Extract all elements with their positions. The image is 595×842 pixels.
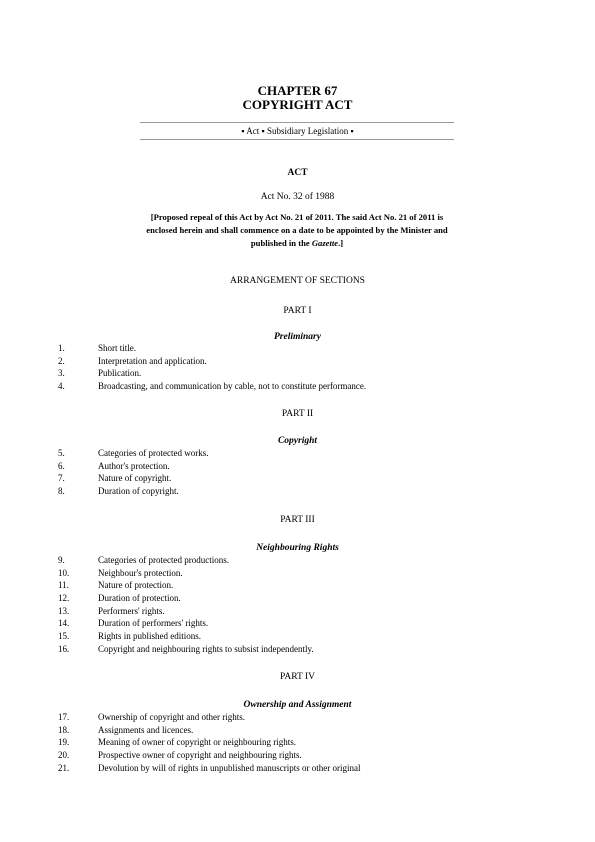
section-number: 9. <box>58 555 65 565</box>
repeal-note-main: [Proposed repeal of this Act by Act No. 21 of 2011. The said Act No. 21 of 2011 is enclosed herein and shall commence on a date to be appointed by the Minister and published in the <box>146 212 448 248</box>
section-row[interactable] <box>58 724 478 737</box>
section-title: Short title. <box>98 343 136 353</box>
section-row[interactable] <box>58 605 478 618</box>
part-label: PART III <box>280 515 315 525</box>
section-title: Interpretation and application. <box>98 355 207 366</box>
act-number: Act No. 32 of 1988 <box>260 192 335 202</box>
section-number: 18. <box>58 724 70 735</box>
chapter-number: CHAPTER 67 <box>257 83 338 98</box>
part-label: PART II <box>281 409 314 419</box>
section-title: Prospective owner of copyright and neighbouring rights. <box>98 750 302 761</box>
section-number: 2. <box>58 355 65 366</box>
part-label: PART IV <box>279 672 316 682</box>
part-label: PART I <box>283 306 312 316</box>
section-number: 1. <box>58 343 65 353</box>
nav-bullet: ▪ <box>350 126 354 136</box>
section-title: Nature of protection. <box>98 580 174 591</box>
bottom-divider <box>140 139 454 140</box>
section-title: Devolution by will of rights in unpublished manuscripts or other original <box>98 762 361 773</box>
section-number: 8. <box>58 486 65 497</box>
section-number: 15. <box>58 631 70 642</box>
section-number: 14. <box>58 618 70 629</box>
section-row[interactable] <box>58 355 478 368</box>
section-title: Ownership of copyright and other rights. <box>98 712 245 722</box>
section-row[interactable] <box>58 567 478 580</box>
nav-link-subsidiary-legislation[interactable]: Subsidiary Legislation <box>266 126 349 136</box>
part-title: Copyright <box>277 436 318 446</box>
section-number: 5. <box>58 448 65 458</box>
section-title: Categories of protected productions. <box>98 555 229 565</box>
section-row[interactable] <box>58 749 478 762</box>
section-title: Meaning of owner of copyright or neighbouring rights. <box>98 737 296 748</box>
section-number: 6. <box>58 460 65 471</box>
section-number: 16. <box>58 643 70 654</box>
section-number: 17. <box>58 712 70 722</box>
section-list <box>58 711 478 774</box>
part-title: Ownership and Assignment <box>243 700 352 710</box>
section-number: 10. <box>58 567 70 578</box>
section-title: Duration of performers' rights. <box>98 618 209 629</box>
repeal-note-end: .] <box>338 238 344 248</box>
top-divider <box>140 122 454 123</box>
section-row[interactable] <box>58 762 478 775</box>
section-row[interactable] <box>58 643 478 656</box>
part-title: Neighbouring Rights <box>256 543 339 553</box>
nav-link-act[interactable]: Act <box>246 126 260 136</box>
section-row[interactable] <box>58 485 478 498</box>
section-row[interactable] <box>58 380 478 393</box>
section-row[interactable] <box>58 592 478 605</box>
section-number: 20. <box>58 750 70 761</box>
section-number: 13. <box>58 605 70 616</box>
section-number: 7. <box>58 473 65 484</box>
section-title: Categories of protected works. <box>98 448 209 458</box>
section-row[interactable] <box>58 460 478 473</box>
section-title: Author's protection. <box>98 460 170 471</box>
repeal-note-gazette: Gazette <box>311 238 339 248</box>
repeal-note <box>140 211 454 250</box>
section-number: 12. <box>58 593 70 604</box>
section-list <box>58 554 478 656</box>
section-number: 4. <box>58 381 65 392</box>
section-title: Neighbour's protection. <box>98 567 183 578</box>
section-list <box>58 342 478 393</box>
section-list <box>58 447 478 498</box>
part-title: Preliminary <box>274 332 321 342</box>
section-row[interactable] <box>58 342 478 355</box>
section-row[interactable] <box>58 447 478 460</box>
section-row[interactable] <box>58 630 478 643</box>
section-row[interactable] <box>58 617 478 630</box>
nav-bullet: ▪ <box>261 126 265 136</box>
arrangement-heading: ARRANGEMENT OF SECTIONS <box>230 276 365 286</box>
section-row[interactable] <box>58 472 478 485</box>
section-row[interactable] <box>58 579 478 592</box>
section-title: Rights in published editions. <box>98 631 202 642</box>
section-row[interactable] <box>58 736 478 749</box>
section-number: 3. <box>58 368 65 379</box>
section-title: Performers' rights. <box>98 605 165 616</box>
section-title: Copyright and neighbouring rights to subsist independently. <box>98 643 314 654</box>
section-title: Publication. <box>98 368 142 379</box>
section-title: Assignments and licences. <box>98 724 194 735</box>
section-title: Broadcasting, and communication by cable, not to constitute performance. <box>98 381 367 392</box>
act-title: COPYRIGHT ACT <box>242 97 353 112</box>
nav-bullet: ▪ <box>241 126 245 136</box>
section-title: Nature of copyright. <box>98 473 172 484</box>
section-number: 11. <box>58 580 69 591</box>
section-number: 21. <box>58 762 70 773</box>
section-title: Duration of copyright. <box>98 486 179 497</box>
act-heading: ACT <box>287 168 308 178</box>
section-row[interactable] <box>58 711 478 724</box>
section-title: Duration of protection. <box>98 593 181 604</box>
section-row[interactable] <box>58 554 478 567</box>
document-nav <box>0 125 595 137</box>
section-row[interactable] <box>58 367 478 380</box>
section-number: 19. <box>58 737 70 748</box>
